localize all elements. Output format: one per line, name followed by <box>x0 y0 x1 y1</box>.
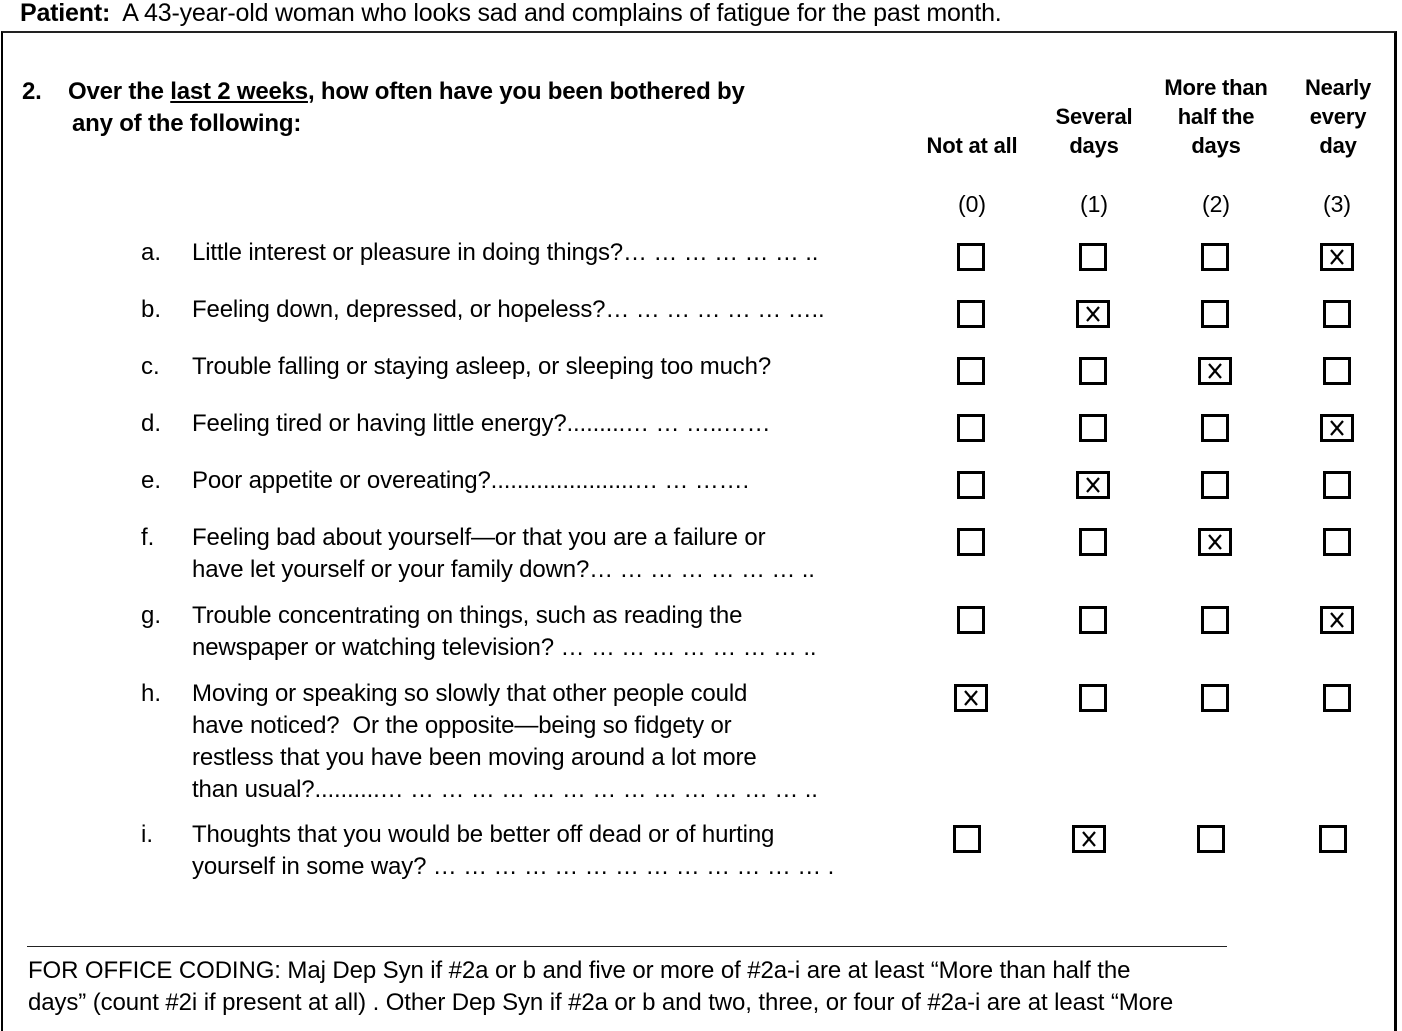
column-score-2: (2) <box>1201 191 1231 217</box>
item-text <box>192 351 771 383</box>
patient-description <box>20 0 1002 29</box>
response-checkbox-d-0[interactable] <box>957 414 985 442</box>
item-text-line: than usual?..........… … … … … … … … … … … … … … .. <box>192 776 818 803</box>
column-header-more-than-half: More than half the days <box>1164 75 1268 158</box>
office-coding-line2: days” (count #2i if present at all) . Other Dep Syn if #2a or b and two, three, or four of #2a-i are at least “More <box>28 989 1174 1016</box>
column-header-several-days: Several days <box>1055 104 1133 158</box>
response-checkbox-g-2[interactable] <box>1201 606 1229 634</box>
x-mark-icon <box>1323 246 1351 268</box>
response-checkbox-f-0[interactable] <box>957 528 985 556</box>
patient-text: A 43-year-old woman who looks sad and complains of fatigue for the past month. <box>122 0 1002 27</box>
item-text-line: Feeling down, depressed, or hopeless?… … … … … … ….. <box>192 296 825 323</box>
office-coding-line1: FOR OFFICE CODING: Maj Dep Syn if #2a or b and five or more of #2a-i are at least “More than half the <box>28 957 1131 984</box>
response-checkbox-a-3[interactable] <box>1320 243 1354 271</box>
response-checkbox-h-0[interactable] <box>954 684 988 712</box>
x-mark-icon <box>1323 609 1351 631</box>
item-letter: b. <box>141 296 162 323</box>
response-checkbox-i-3[interactable] <box>1319 825 1347 853</box>
column-score-3: (3) <box>1322 191 1352 217</box>
item-text <box>192 678 818 806</box>
item-text-line: Trouble concentrating on things, such as reading the <box>192 602 743 629</box>
item-letter: e. <box>141 467 162 494</box>
x-mark-icon <box>1201 360 1229 382</box>
item-letter: d. <box>141 410 162 437</box>
question-heading <box>22 76 745 140</box>
response-checkbox-a-2[interactable] <box>1201 243 1229 271</box>
item-text-line: Moving or speaking so slowly that other people could <box>192 680 748 707</box>
response-checkbox-g-0[interactable] <box>957 606 985 634</box>
response-checkbox-e-0[interactable] <box>957 471 985 499</box>
question-suffix: , how often have you been bothered by <box>307 78 745 105</box>
item-text-line: restless that you have been moving around a lot more <box>192 744 757 771</box>
response-checkbox-b-0[interactable] <box>957 300 985 328</box>
question-number: 2. <box>22 78 42 105</box>
response-checkbox-f-2[interactable] <box>1198 528 1232 556</box>
response-checkbox-c-3[interactable] <box>1323 357 1351 385</box>
response-checkbox-e-1[interactable] <box>1076 471 1110 499</box>
item-text-line: newspaper or watching television? … … … … … … … … .. <box>192 634 817 661</box>
item-text <box>192 522 815 586</box>
item-text-line: Little interest or pleasure in doing things?… … … … … … .. <box>192 239 819 266</box>
x-mark-icon <box>1079 474 1107 496</box>
item-letter: i. <box>141 821 153 848</box>
item-text-line: Thoughts that you would be better off dead or of hurting <box>192 821 775 848</box>
response-checkbox-i-2[interactable] <box>1197 825 1225 853</box>
x-mark-icon <box>957 687 985 709</box>
column-score-1: (1) <box>1079 191 1109 217</box>
x-mark-icon <box>1079 303 1107 325</box>
item-text <box>192 237 818 269</box>
response-checkbox-b-3[interactable] <box>1323 300 1351 328</box>
item-text <box>192 294 824 326</box>
response-checkbox-c-2[interactable] <box>1198 357 1232 385</box>
response-checkbox-e-3[interactable] <box>1323 471 1351 499</box>
response-checkbox-b-1[interactable] <box>1076 300 1110 328</box>
item-text-line: Trouble falling or staying asleep, or sleeping too much? <box>192 353 772 380</box>
item-text <box>192 408 771 440</box>
response-checkbox-c-0[interactable] <box>957 357 985 385</box>
question-line2: any of the following: <box>72 110 302 137</box>
column-header-not-at-all: Not at all <box>926 133 1018 158</box>
patient-label: Patient: <box>20 0 111 27</box>
response-checkbox-c-1[interactable] <box>1079 357 1107 385</box>
item-text-line: have noticed? Or the opposite—being so fidgety or <box>192 712 732 739</box>
response-checkbox-d-3[interactable] <box>1320 414 1354 442</box>
item-text <box>192 465 749 497</box>
response-checkbox-h-1[interactable] <box>1079 684 1107 712</box>
column-score-0: (0) <box>957 191 987 217</box>
item-text-line: Feeling bad about yourself—or that you are a failure or <box>192 524 766 551</box>
response-checkbox-f-3[interactable] <box>1323 528 1351 556</box>
item-text-line: yourself in some way? … … … … … … … … … … … … … . <box>192 853 835 880</box>
response-checkbox-b-2[interactable] <box>1201 300 1229 328</box>
response-checkbox-i-0[interactable] <box>953 825 981 853</box>
item-letter: c. <box>141 353 160 380</box>
item-text <box>192 819 834 883</box>
x-mark-icon <box>1323 417 1351 439</box>
response-checkbox-e-2[interactable] <box>1201 471 1229 499</box>
response-checkbox-a-1[interactable] <box>1079 243 1107 271</box>
response-checkbox-h-3[interactable] <box>1323 684 1351 712</box>
question-timeframe: last 2 weeks <box>170 78 308 105</box>
item-letter: g. <box>141 602 162 629</box>
response-checkbox-f-1[interactable] <box>1079 528 1107 556</box>
question-prefix: Over the <box>68 78 171 105</box>
office-coding-note <box>28 955 1398 1019</box>
item-text-line: Feeling tired or having little energy?.........… … …..…… <box>192 410 771 437</box>
item-letter: f. <box>141 524 155 551</box>
item-text-line: have let yourself or your family down?… … … … … … … .. <box>192 556 815 583</box>
x-mark-icon <box>1201 531 1229 553</box>
item-letter: a. <box>141 239 162 266</box>
item-text <box>192 600 816 664</box>
response-checkbox-g-1[interactable] <box>1079 606 1107 634</box>
x-mark-icon <box>1075 828 1103 850</box>
item-letter: h. <box>141 680 162 707</box>
response-checkbox-a-0[interactable] <box>957 243 985 271</box>
response-checkbox-d-2[interactable] <box>1201 414 1229 442</box>
divider-line <box>27 946 1227 947</box>
response-checkbox-g-3[interactable] <box>1320 606 1354 634</box>
column-header-nearly-every-day: Nearly every day <box>1304 75 1372 158</box>
response-checkbox-i-1[interactable] <box>1072 825 1106 853</box>
response-checkbox-h-2[interactable] <box>1201 684 1229 712</box>
response-checkbox-d-1[interactable] <box>1079 414 1107 442</box>
item-text-line: Poor appetite or overeating?......................… … ……. <box>192 467 750 494</box>
